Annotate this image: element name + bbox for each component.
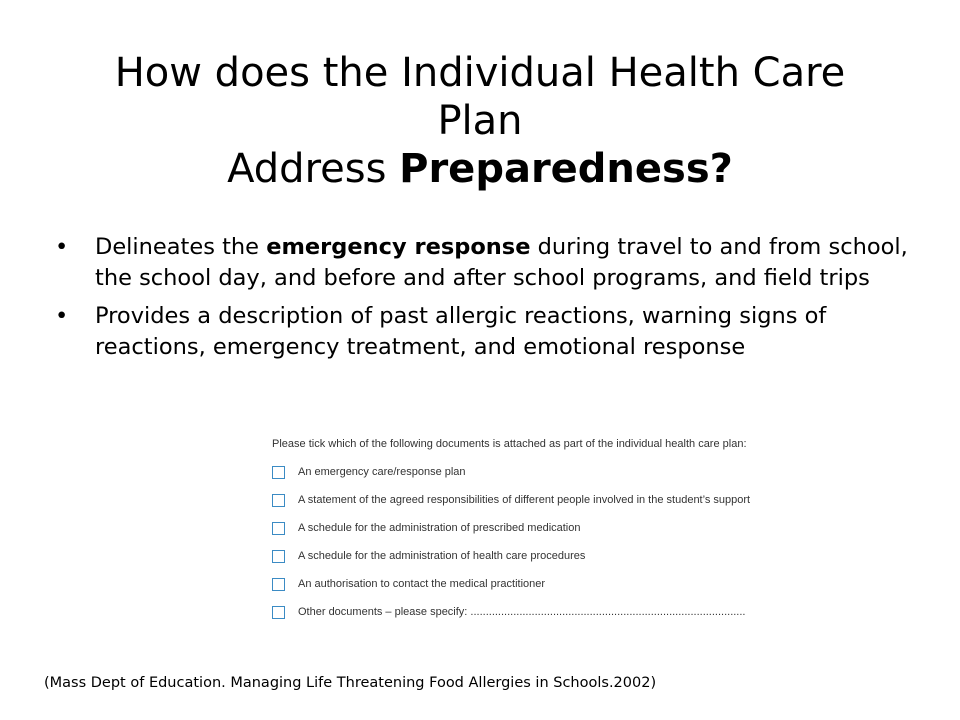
checklist-label: Other documents – please specify: .......................................................................................... — [298, 606, 746, 618]
bullet-text: Provides a description of past allergic reactions, warning signs of reactions, emergency treatment, and emotional response — [95, 303, 827, 360]
checkbox-icon[interactable] — [272, 550, 285, 563]
checklist-label: An authorisation to contact the medical practitioner — [298, 578, 546, 590]
bullet-text-prefix: Delineates the — [95, 234, 267, 260]
checklist-item[interactable] — [272, 549, 812, 577]
checkbox-icon[interactable] — [272, 466, 285, 479]
checkbox-icon[interactable] — [272, 494, 285, 507]
title-line-3-prefix: Address — [227, 145, 387, 192]
title-line-1: How does the Individual Health Care — [114, 49, 846, 96]
slide-title — [40, 49, 920, 193]
document-checklist — [272, 437, 812, 633]
checklist-item[interactable] — [272, 465, 812, 493]
title-line-3 — [40, 145, 920, 193]
bullet-icon: • — [55, 234, 69, 260]
checklist-label: An emergency care/response plan — [298, 466, 466, 478]
bullet-item-emergency-response — [52, 232, 912, 294]
bullet-text-bold: emergency response — [266, 234, 531, 260]
checkbox-icon[interactable] — [272, 522, 285, 535]
checklist-item[interactable] — [272, 521, 812, 549]
title-line-2: Plan — [437, 97, 523, 144]
checklist-item[interactable] — [272, 605, 812, 633]
checkbox-icon[interactable] — [272, 606, 285, 619]
bullet-item-description — [52, 301, 912, 363]
bullet-text-suffix: during travel to and from school, the school day, and before and after school programs, and field trips — [95, 234, 908, 291]
bullet-icon: • — [55, 303, 69, 329]
checklist-label: A statement of the agreed responsibilities of different people involved in the student’s support — [298, 494, 751, 506]
citation: (Mass Dept of Education. Managing Life Threatening Food Allergies in Schools.2002) — [44, 675, 657, 691]
checklist-prompt: Please tick which of the following documents is attached as part of the individual health care plan: — [272, 438, 747, 450]
checkbox-icon[interactable] — [272, 578, 285, 591]
checklist-label: A schedule for the administration of prescribed medication — [298, 522, 581, 534]
checklist-item[interactable] — [272, 577, 812, 605]
bullet-list — [52, 232, 912, 370]
checklist-item[interactable] — [272, 493, 812, 521]
title-line-3-bold: Preparedness? — [399, 145, 733, 192]
checklist-label: A schedule for the administration of health care procedures — [298, 550, 586, 562]
